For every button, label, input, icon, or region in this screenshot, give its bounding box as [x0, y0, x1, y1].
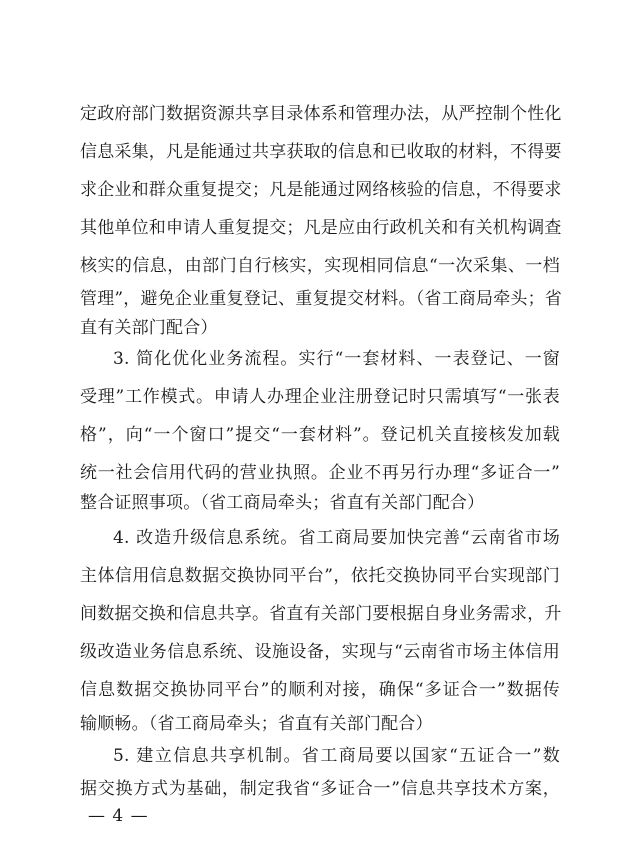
paragraph-line: 直有关部门配合） — [80, 318, 218, 338]
page-number: — 4 — — [88, 806, 149, 826]
section-heading-line: 3. 简化优化业务流程。实行“一套材料、一表登记、一窗 — [113, 349, 560, 369]
paragraph-line: 整合证照事项。（省工商局牵头；省直有关部门配合） — [80, 493, 485, 513]
section-heading-line: 5. 建立信息共享机制。省工商局要以国家“五证合一”数 — [113, 746, 560, 766]
paragraph-line: 受理”工作模式。申请人办理企业注册登记时只需填写“一张表 — [80, 387, 560, 407]
paragraph-line: 统一社会信用代码的营业执照。企业不再另行办理“多证合一” — [80, 463, 560, 483]
paragraph-line: 其他单位和申请人重复提交；凡是应由行政机关和有关机构调查 — [80, 218, 562, 238]
paragraph-line: 据交换方式为基础，制定我省“多证合一”信息共享技术方案， — [80, 779, 560, 799]
paragraph-line: 级改造业务信息系统、设施设备，实现与“云南省市场主体信用 — [80, 642, 560, 662]
section-heading-line: 4. 改造升级信息系统。省工商局要加快完善“云南省市场 — [113, 528, 560, 548]
paragraph-line: 间数据交换和信息共享。省直有关部门要根据自身业务需求，升 — [80, 604, 562, 624]
paragraph-line: 定政府部门数据资源共享目录体系和管理办法，从严控制个性化 — [80, 104, 562, 124]
paragraph-line: 求企业和群众重复提交；凡是能通过网络核验的信息，不得要求 — [80, 180, 562, 200]
paragraph-line: 输顺畅。（省工商局牵头；省直有关部门配合） — [80, 714, 433, 734]
paragraph-line: 核实的信息，由部门自行核实，实现相同信息“一次采集、一档 — [80, 256, 560, 276]
paragraph-line: 格”，向“一个窗口”提交“一套材料”。登记机关直接核发加载 — [80, 425, 560, 445]
paragraph-line: 管理”，避免企业重复登记、重复提交材料。（省工商局牵头；省 — [80, 289, 562, 309]
paragraph-line: 信息数据交换协同平台”的顺利对接，确保“多证合一”数据传 — [80, 680, 560, 700]
paragraph-line: 信息采集，凡是能通过共享获取的信息和已收取的材料，不得要 — [80, 142, 562, 162]
paragraph-line: 主体信用信息数据交换协同平台”，依托交换协同平台实现部门 — [80, 566, 560, 586]
